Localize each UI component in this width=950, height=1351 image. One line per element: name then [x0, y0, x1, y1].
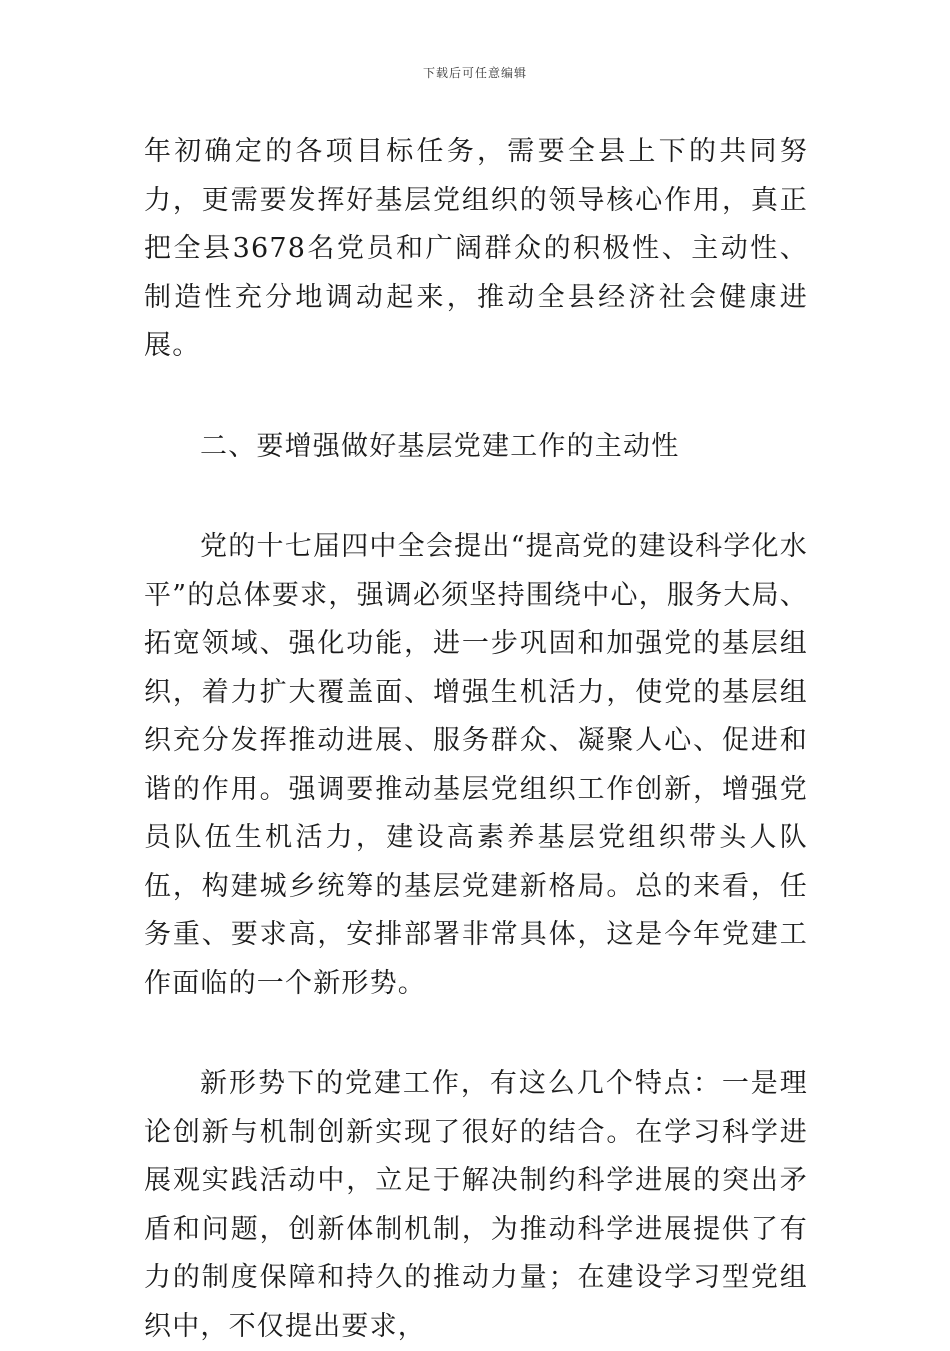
section-heading: 二、要增强做好基层党建工作的主动性 [200, 430, 680, 462]
document-body [144, 128, 808, 1351]
paragraph-continuation: 年初确定的各项目标任务，需要全县上下的共同努力，更需要发挥好基层党组织的领导核心作用，真正把全县3678名党员和广阔群众的积极性、主动性、制造性充分地调动起来，推动全县经济社会健康进展。 [144, 136, 808, 361]
paragraph-plenum: 党的十七届四中全会提出“提高党的建设科学化水平”的总体要求，强调必须坚持围绕中心，服务大局、拓宽领域、强化功能，进一步巩固和加强党的基层组织，着力扩大覆盖面、增强生机活力，使党的基层组织充分发挥推动进展、服务群众、凝聚人心、促进和谐的作用。强调要推动基层党组织工作创新，增强党员队伍生机活力，建设高素养基层党组织带头人队伍，构建城乡统筹的基层党建新格局。总的来看，任务重、要求高，安排部署非常具体，这是今年党建工作面临的一个新形势。 [144, 531, 808, 999]
paragraph-gap [144, 1008, 808, 1060]
paragraph-gap [144, 471, 808, 523]
paragraph-features: 新形势下的党建工作，有这么几个特点：一是理论创新与机制创新实现了很好的结合。在学习科学进展观实践活动中，立足于解决制约科学进展的突出矛盾和问题，创新体制机制，为推动科学进展提供了有力的制度保障和持久的推动力量；在建设学习型党组织中，不仅提出要求， [144, 1068, 808, 1342]
paragraph-gap [144, 371, 808, 423]
page-header-note: 下载后可任意编辑 [422, 66, 527, 80]
